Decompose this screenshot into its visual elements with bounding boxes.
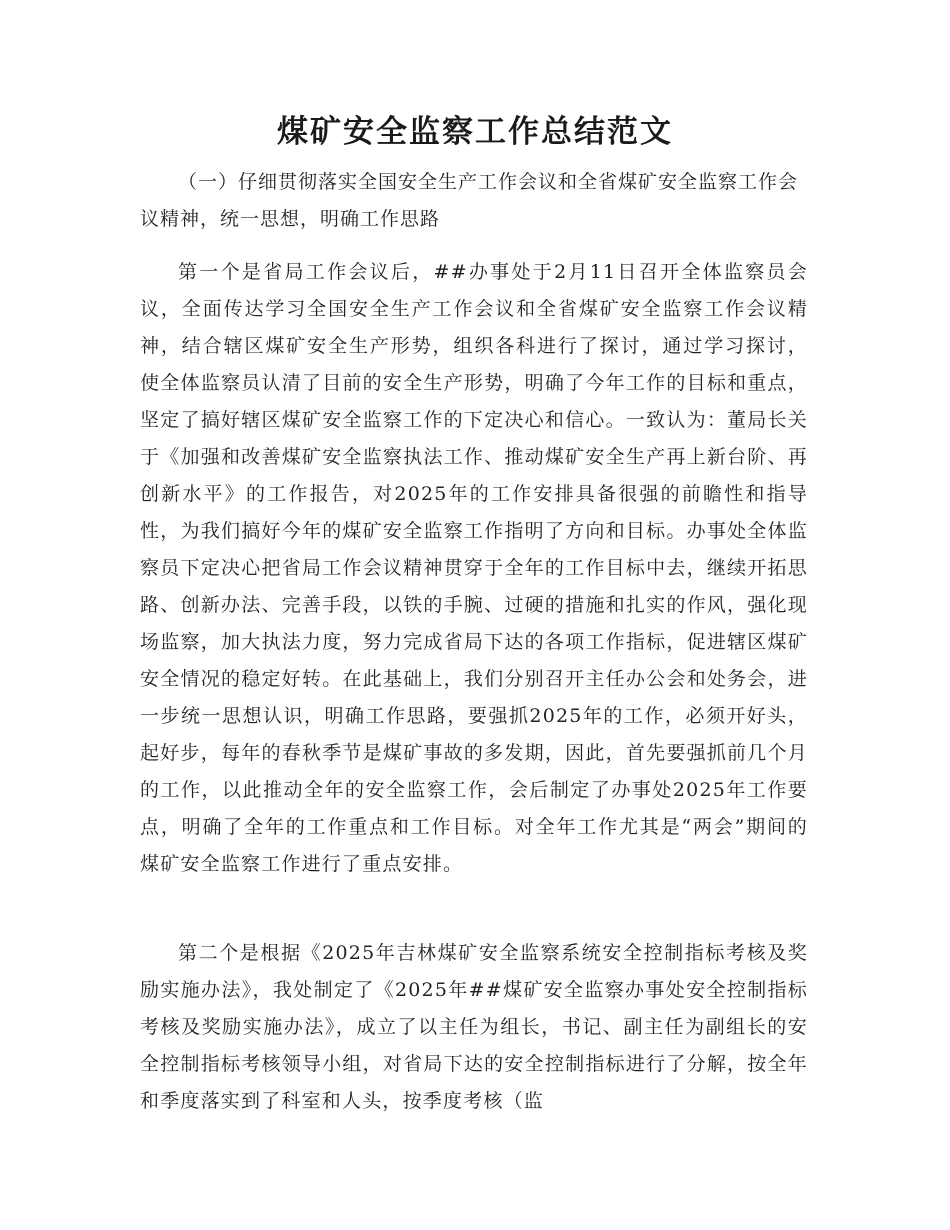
section-heading: （一）仔细贯彻落实全国安全生产工作会议和全省煤矿安全监察工作会议精神，统一思想，明确工作思路	[140, 171, 799, 230]
body-paragraph-2: 第二个是根据《2025年吉林煤矿安全监察系统安全控制指标考核及奖励实施办法》，我处制定了《2025年##煤矿安全监察办事处安全控制指标考核及奖励实施办法》，成立了以主任为组长，书记、副主任为副组长的安全控制指标考核领导小组，对省局下达的安全控制指标进行了分解，按全年和季度落实到了科室和人头，按季度考核（监	[140, 942, 808, 1112]
body-paragraph-1: 第一个是省局工作会议后，##办事处于2月11日召开全体监察员会议，全面传达学习全国安全生产工作会议和全省煤矿安全监察工作会议精神，结合辖区煤矿安全生产形势，组织各科进行了探讨，通过学习探讨， 使全体监察员认清了目前的安全生产形势，明确了今年工作的目标和重点，坚定了搞好辖区煤矿安全监察工作的下定决心和信心。一致认为：董局长关于《加强和改善煤矿安全监察执法工作、推动煤矿安全生产再上新台阶、再创新水平》的工作报告，对2025年的工作安排具备很强的前瞻性和指导性，为我们搞好今年的煤矿安全监察工作指明了方向和目标。办事处全体监察员下定决心把省局工作会议精神贯穿于全年的工作目标中去，继续开拓思路、创新办法、完善手段，以铁的手腕、过硬的措施和扎实的作风，强化现场监察，加大执法力度，努力完成省局下达的各项工作指标，促进辖区煤矿安全情况的稳定好转。在此基础上，我们分别召开主任办公会和处务会，进一步统一思想认识，明确工作思路，要强抓2025年的工作，必须开好头，起好步，每年的春秋季节是煤矿事故的多发期，因此，首先要强抓前几个月的工作，以此推动全年的安全监察工作，会后制定了办事处2025年工作要点，明确了全年的工作重点和工作目标。对全年工作尤其是“两会”期间的煤矿安全监察工作进行了重点安排。	[140, 261, 808, 875]
document-title: 煤矿安全监察工作总结范文	[277, 114, 673, 150]
